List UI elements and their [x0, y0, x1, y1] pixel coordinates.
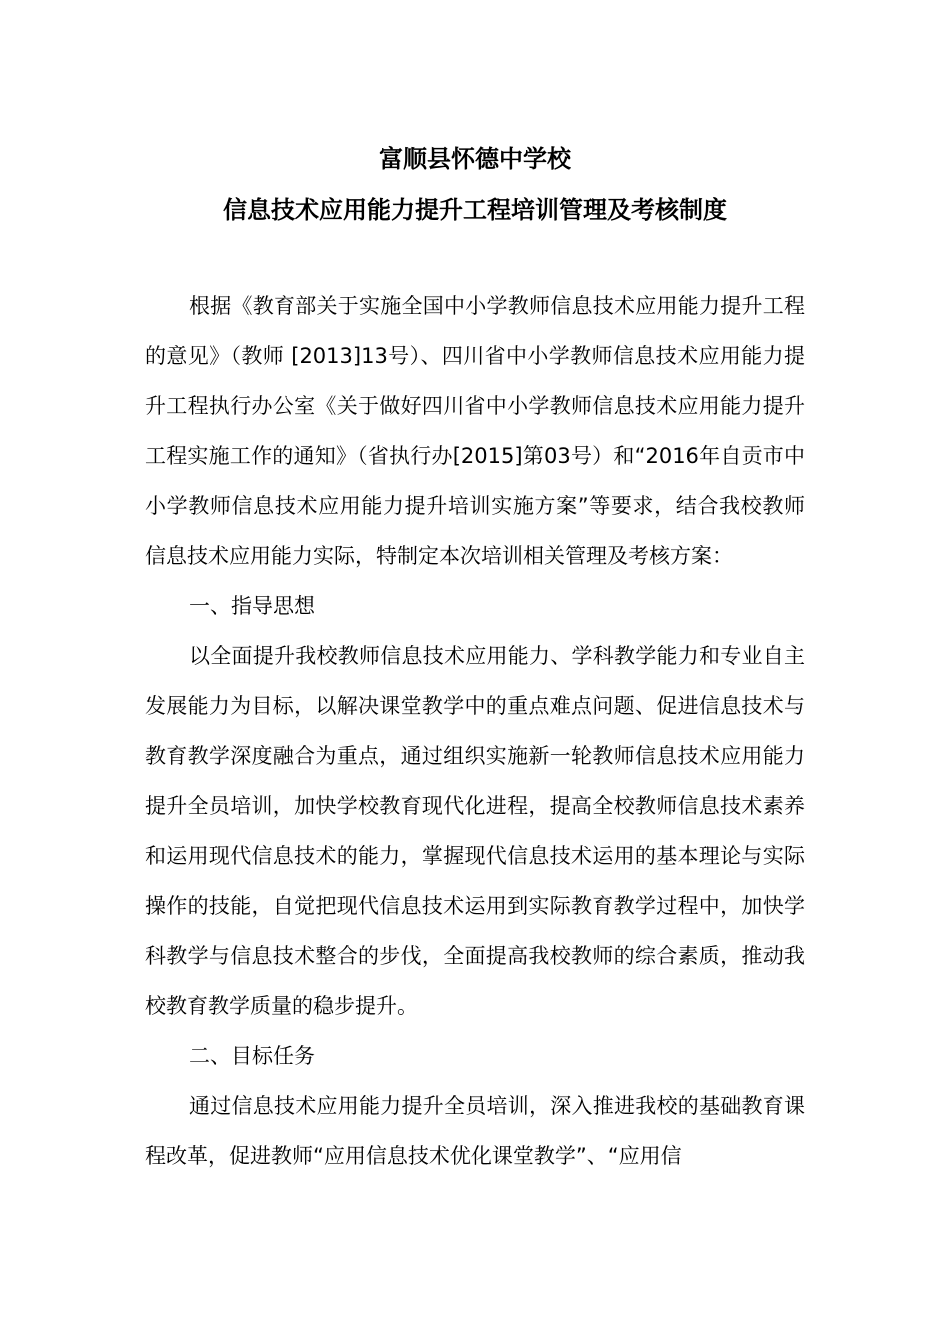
document-title — [145, 134, 805, 236]
paragraph-guiding-ideology: 以全面提升我校教师信息技术应用能力、学科教学能力和专业自主发展能力为目标，以解决课堂教学中的重点难点问题、促进信息技术与教育教学深度融合为重点，通过组织实施新一轮教师信息技术应用能力提升全员培训，加快学校教育现代化进程，提高全校教师信息技术素养和运用现代信息技术的能力，掌握现代信息技术运用的基本理论与实际操作的技能，自觉把现代信息技术运用到实际教育教学过程中，加快学科教学与信息技术整合的步伐，全面提高我校教师的综合素质，推动我校教育教学质量的稳步提升。 — [145, 644, 805, 1018]
title-school-name: 富顺县怀德中学校 — [379, 145, 571, 173]
paragraph-basis: 根据《教育部关于实施全国中小学教师信息技术应用能力提升工程的意见》（教师 [2013]13号）、四川省中小学教师信息技术应用能力提升工程执行办公室《关于做好四川省中小学教师信息技术应用能力提升工程实施工作的通知》（省执行办[2015]第03号）和“2016年自贡市中小学教师信息技术应用能力提升培训实施方案”等要求，结合我校教师信息技术应用能力实际，特制定本次培训相关管理及考核方案： — [145, 294, 805, 568]
section-heading-goals: 二、目标任务 — [189, 1044, 315, 1068]
paragraph-goals: 通过信息技术应用能力提升全员培训，深入推进我校的基础教育课程改革，促进教师“应用信息技术优化课堂教学”、“应用信 — [145, 1094, 805, 1168]
section-heading-guiding-ideology: 一、指导思想 — [189, 594, 315, 618]
document-body — [145, 281, 805, 1181]
title-regulation-name: 信息技术应用能力提升工程培训管理及考核制度 — [223, 196, 727, 224]
